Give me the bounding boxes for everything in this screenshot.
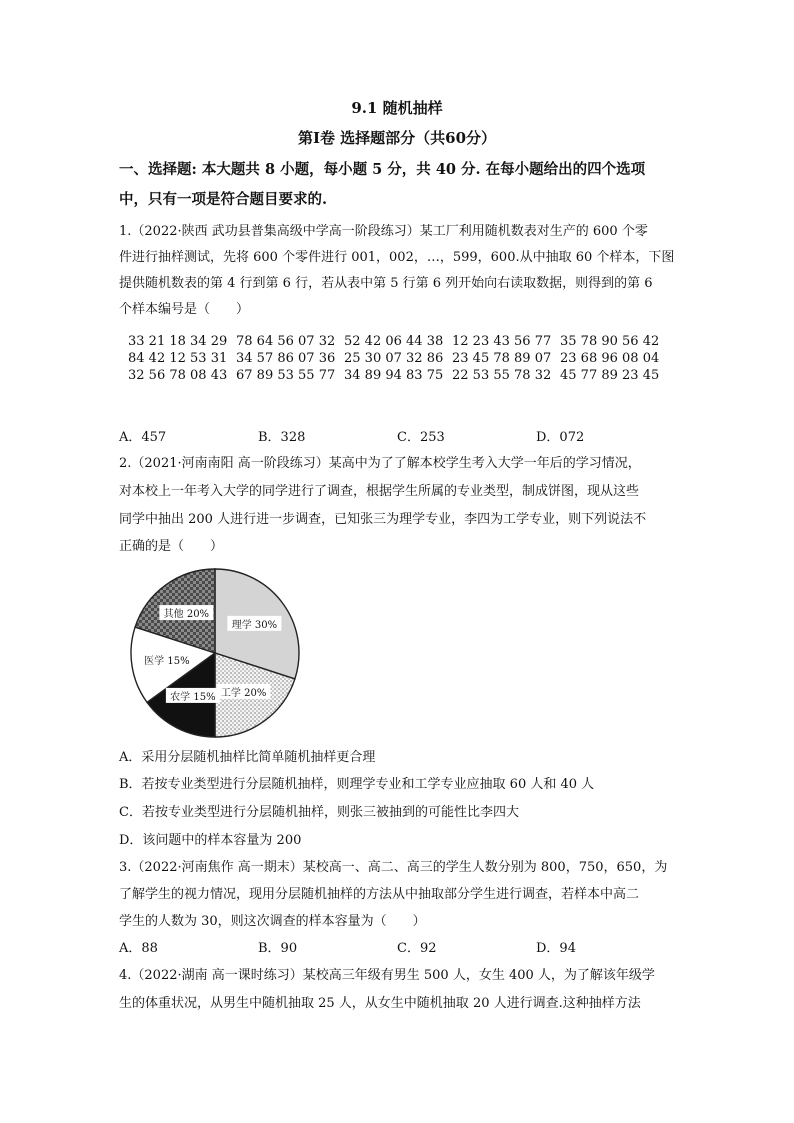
question-1-options	[119, 426, 675, 445]
question-2-line-4: 正确的是（ ）	[119, 539, 224, 554]
question-2-line-3: 同学中抽出 200 人进行进一步调查，已知张三为理学专业，李四为工学专业，则下列说法不	[119, 512, 647, 527]
random-number-table	[128, 334, 668, 385]
table-cell: 34 57 86 07 36	[236, 351, 336, 366]
table-cell: 78 64 56 07 32	[236, 334, 336, 349]
table-cell: 84 42 12 53 31	[128, 351, 228, 366]
table-cell: 22 53 55 78 32	[452, 368, 552, 383]
table-cell: 23 68 96 08 04	[560, 351, 660, 366]
section-instruction-line-1: 一、选择题: 本大题共 8 小题，每小题 5 分，共 40 分. 在每小题给出的四个选项	[119, 161, 646, 178]
question-1-line-3: 提供随机数表的第 4 行到第 6 行，若从表中第 5 行第 6 列开始向右读取数据，则得到的第 6	[119, 276, 653, 291]
table-row	[128, 334, 668, 351]
pie-label-4: 医学 15%	[144, 656, 190, 668]
option-c[interactable]: C．253	[397, 430, 445, 445]
table-row	[128, 368, 668, 385]
table-cell: 32 56 78 08 43	[128, 368, 228, 383]
question-3-line-1: 3.（2022·河南焦作 高一期末）某校高一、高二、高三的学生人数分别为 800，750，650，为	[119, 860, 668, 875]
option-b[interactable]: B．90	[258, 941, 298, 956]
pie-label-3: 农学 15%	[170, 691, 216, 703]
question-3-line-2: 了解学生的视力情况，现用分层随机抽样的方法从中抽取部分学生进行调查，若样本中高二	[119, 887, 640, 902]
table-cell: 34 89 94 83 75	[344, 368, 444, 383]
table-cell: 52 42 06 44 38	[344, 334, 444, 349]
question-2-option-d[interactable]: D．该问题中的样本容量为 200	[119, 833, 302, 848]
option-d[interactable]: D．072	[536, 430, 585, 445]
option-d[interactable]: D．94	[536, 941, 576, 956]
section-instruction-line-2: 中，只有一项是符合题目要求的.	[119, 191, 328, 208]
page-title: 9.1 随机抽样	[351, 99, 443, 117]
table-row	[128, 351, 668, 368]
major-pie-chart	[118, 560, 308, 746]
table-cell: 33 21 18 34 29	[128, 334, 228, 349]
pie-label-5: 其他 20%	[163, 609, 210, 621]
question-1-line-4: 个样本编号是（ ）	[119, 302, 250, 317]
question-2-option-c[interactable]: C．若按专业类型进行分层随机抽样，则张三被抽到的可能性比李四大	[119, 805, 519, 820]
question-2-option-b[interactable]: B．若按专业类型进行分层随机抽样，则理学专业和工学专业应抽取 60 人和 40 人	[119, 777, 595, 792]
pie-label-2: 工学 20%	[220, 687, 267, 699]
table-cell: 25 30 07 32 86	[344, 351, 444, 366]
question-1-line-1: 1.（2022·陕西 武功县普集高级中学高一阶段练习）某工厂利用随机数表对生产的 600 个零	[119, 224, 648, 239]
option-c[interactable]: C．92	[397, 941, 437, 956]
option-a[interactable]: A．88	[119, 941, 158, 956]
pie-label-1: 理学 30%	[231, 619, 278, 631]
option-a[interactable]: A．457	[119, 430, 167, 445]
question-1-line-2: 件进行抽样测试，先将 600 个零件进行 001，002，…，599，600.从中抽取 60 个样本，下图	[119, 250, 675, 265]
question-4-line-1: 4.（2022·湖南 高一课时练习）某校高三年级有男生 500 人，女生 400 人，为了解该年级学	[119, 968, 655, 983]
question-3-options	[119, 937, 675, 956]
table-cell: 67 89 53 55 77	[236, 368, 336, 383]
section-subtitle: 第I卷 选择题部分（共60分）	[297, 129, 497, 147]
option-b[interactable]: B．328	[258, 430, 306, 445]
table-cell: 35 78 90 56 42	[560, 334, 660, 349]
question-2-option-a[interactable]: A．采用分层随机抽样比简单随机抽样更合理	[119, 750, 376, 765]
table-cell: 45 77 89 23 45	[560, 368, 660, 383]
table-cell: 23 45 78 89 07	[452, 351, 552, 366]
question-2-line-1: 2.（2021·河南南阳 高一阶段练习）某高中为了了解本校学生考入大学一年后的学习情况，	[119, 456, 641, 471]
question-4-line-2: 生的体重状况，从男生中随机抽取 25 人，从女生中随机抽取 20 人进行调查.这种抽样方法	[119, 996, 641, 1011]
table-cell: 12 23 43 56 77	[452, 334, 552, 349]
question-2-line-2: 对本校上一年考入大学的同学进行了调查，根据学生所属的专业类型，制成饼图，现从这些	[119, 484, 640, 499]
question-3-line-3: 学生的人数为 30，则这次调查的样本容量为（ ）	[119, 914, 426, 929]
